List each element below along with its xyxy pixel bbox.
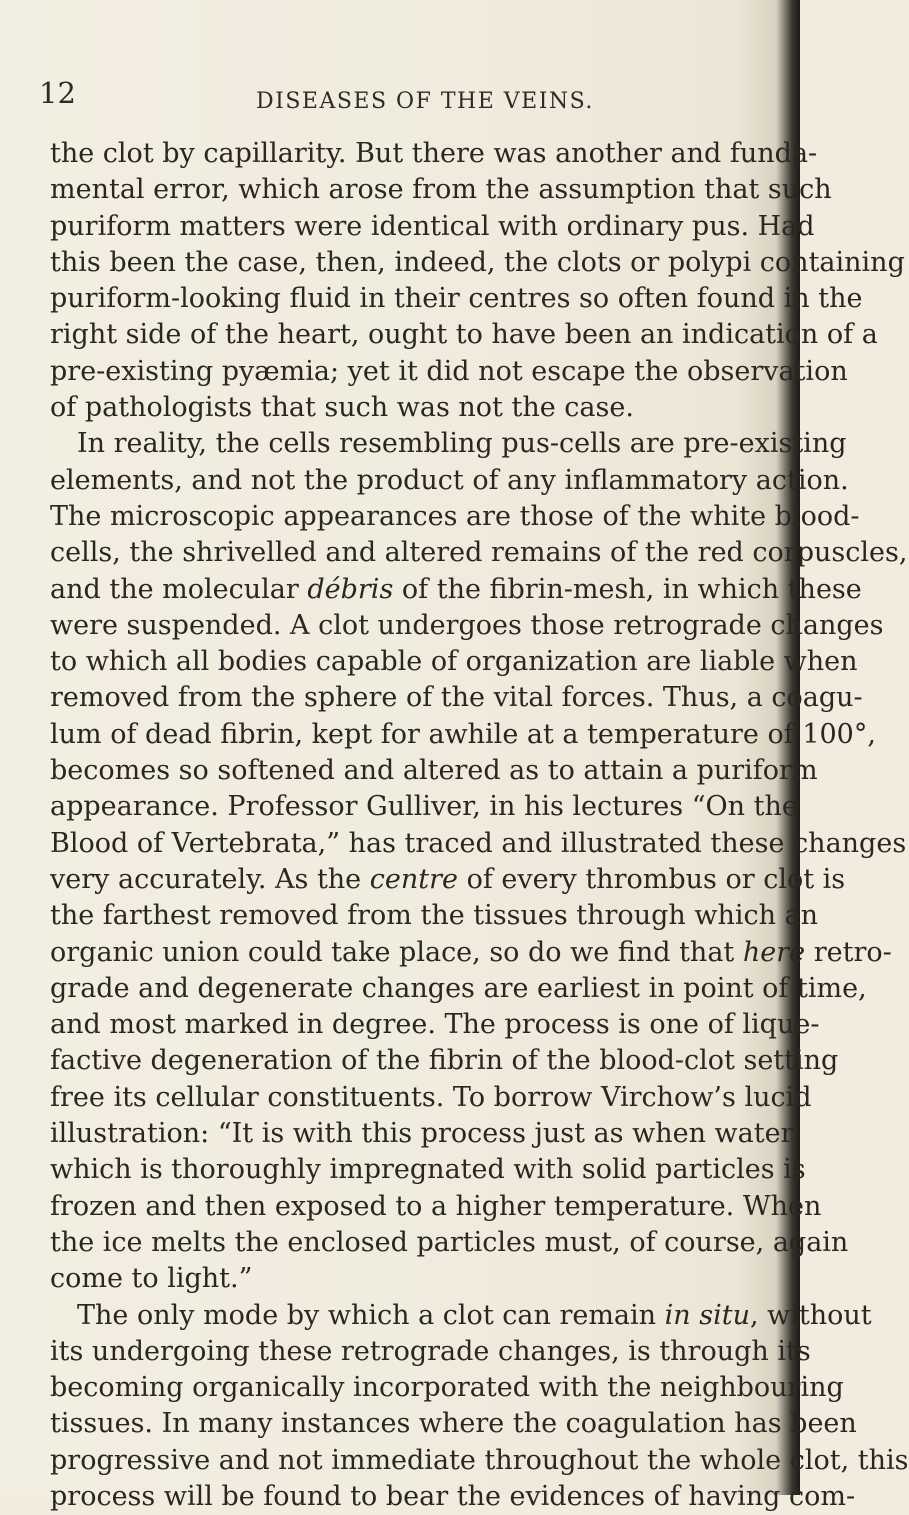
text-line	[50, 1479, 856, 1515]
text-run: removed from the sphere of the vital forces. Thus, a coagu-	[50, 682, 863, 714]
text-line	[50, 753, 818, 789]
text-line	[50, 862, 846, 898]
text-run: and most marked in degree. The process is one of lique-	[50, 1009, 820, 1041]
text-line	[50, 971, 867, 1007]
text-run: right side of the heart, ought to have been an indication of a	[50, 319, 878, 351]
text-run: pre-existing pyæmia; yet it did not escape the observation	[50, 355, 848, 387]
text-run: this been the case, then, indeed, the clots or polypi containing	[50, 246, 905, 278]
text-line	[50, 354, 848, 390]
text-run: very accurately. As the	[50, 863, 370, 895]
text-line	[50, 426, 847, 462]
text-line	[50, 572, 862, 608]
text-run: becomes so softened and altered as to attain a puriform	[50, 755, 818, 787]
text-line	[50, 1007, 820, 1043]
text-line	[50, 935, 892, 971]
text-line	[50, 1406, 857, 1442]
text-run: lum of dead fibrin, kept for awhile at a temperature of 100°,	[50, 718, 876, 750]
text-line	[50, 1298, 872, 1334]
text-run: which is thoroughly impregnated with solid particles is	[50, 1154, 806, 1186]
text-line	[50, 317, 878, 353]
text-line	[50, 463, 849, 499]
text-run: mental error, which arose from the assumption that such	[50, 174, 832, 206]
text-run: organic union could take place, so do we find that	[50, 936, 743, 968]
text-run: elements, and not the product of any inflammatory action.	[50, 464, 849, 496]
text-line	[50, 1152, 806, 1188]
text-line	[50, 1261, 787, 1297]
text-run: The microscopic appearances are those of the white blood-	[50, 500, 860, 532]
text-run: the clot by capillarity. But there was another and funda-	[50, 138, 818, 169]
italic-text: in situ	[664, 1299, 750, 1331]
page-header	[0, 78, 800, 122]
text-line	[50, 499, 860, 535]
text-run: Blood of Vertebrata,” has traced and illustrated these changes	[50, 827, 907, 859]
text-line	[50, 535, 908, 571]
running-head: DISEASES OF THE VEINS.	[256, 89, 594, 114]
text-line	[50, 898, 819, 934]
text-line	[50, 245, 905, 281]
text-run: the farthest removed from the tissues through which an	[50, 900, 819, 932]
text-line	[50, 390, 787, 426]
text-line	[50, 1116, 794, 1152]
text-run: of every thrombus or clot is	[457, 863, 846, 895]
text-run: grade and degenerate changes are earliest in point of time,	[50, 972, 867, 1004]
text-run: process will be found to bear the evidences of having com-	[50, 1480, 856, 1512]
text-line	[50, 281, 863, 317]
text-run: frozen and then exposed to a higher temperature. When	[50, 1190, 822, 1222]
text-run: appearance. Professor Gulliver, in his lectures “On the	[50, 791, 798, 823]
text-run: progressive and not immediate throughout the whole clot, this	[50, 1444, 909, 1476]
page-number: 12	[39, 76, 76, 110]
text-line	[50, 1043, 839, 1079]
text-run: The only mode by which a clot can remain	[77, 1299, 665, 1331]
text-run: free its cellular constituents. To borrow Virchow’s lucid	[50, 1081, 812, 1113]
text-run: its undergoing these retrograde changes, is through its	[50, 1335, 811, 1367]
text-run: factive degeneration of the fibrin of the blood-clot setting	[50, 1045, 839, 1077]
text-run: puriform matters were identical with ordinary pus. Had	[50, 210, 815, 242]
text-line	[50, 789, 798, 825]
text-line	[50, 608, 884, 644]
text-run: and the molecular	[50, 573, 308, 605]
text-run: retro-	[805, 936, 892, 968]
text-line	[50, 1443, 909, 1479]
text-line	[50, 1080, 812, 1116]
text-run: tissues. In many instances where the coagulation has been	[50, 1408, 857, 1440]
text-line	[50, 1370, 844, 1406]
text-run: illustration: “It is with this process just as when water	[50, 1118, 794, 1150]
text-run: becoming organically incorporated with the neighbouring	[50, 1372, 844, 1404]
text-line	[50, 826, 907, 862]
text-line	[50, 644, 858, 680]
italic-text: here	[742, 936, 806, 968]
text-run: were suspended. A clot undergoes those retrograde changes	[50, 609, 884, 641]
text-line	[50, 1225, 849, 1261]
text-line	[50, 1189, 822, 1225]
text-run: puriform-looking fluid in their centres so often found in the	[50, 283, 863, 315]
text-run: cells, the shrivelled and altered remains of the red corpuscles,	[50, 537, 908, 569]
text-line	[50, 717, 876, 753]
text-run: the ice melts the enclosed particles must, of course, again	[50, 1226, 849, 1258]
body-text	[50, 136, 909, 1515]
italic-text: débris	[307, 573, 394, 605]
text-run: , without	[749, 1299, 872, 1331]
text-line	[50, 172, 832, 208]
text-run: of pathologists that such was not the case.	[50, 392, 634, 424]
italic-text: centre	[369, 863, 458, 895]
text-run: of the fibrin-mesh, in which these	[393, 573, 862, 605]
text-run: come to light.”	[50, 1263, 253, 1295]
text-line	[50, 209, 815, 245]
text-run: to which all bodies capable of organization are liable when	[50, 646, 858, 678]
text-line	[50, 1334, 811, 1370]
text-line	[50, 680, 863, 716]
text-run: In reality, the cells resembling pus-cells are pre-existing	[77, 428, 847, 460]
text-line	[50, 136, 818, 172]
